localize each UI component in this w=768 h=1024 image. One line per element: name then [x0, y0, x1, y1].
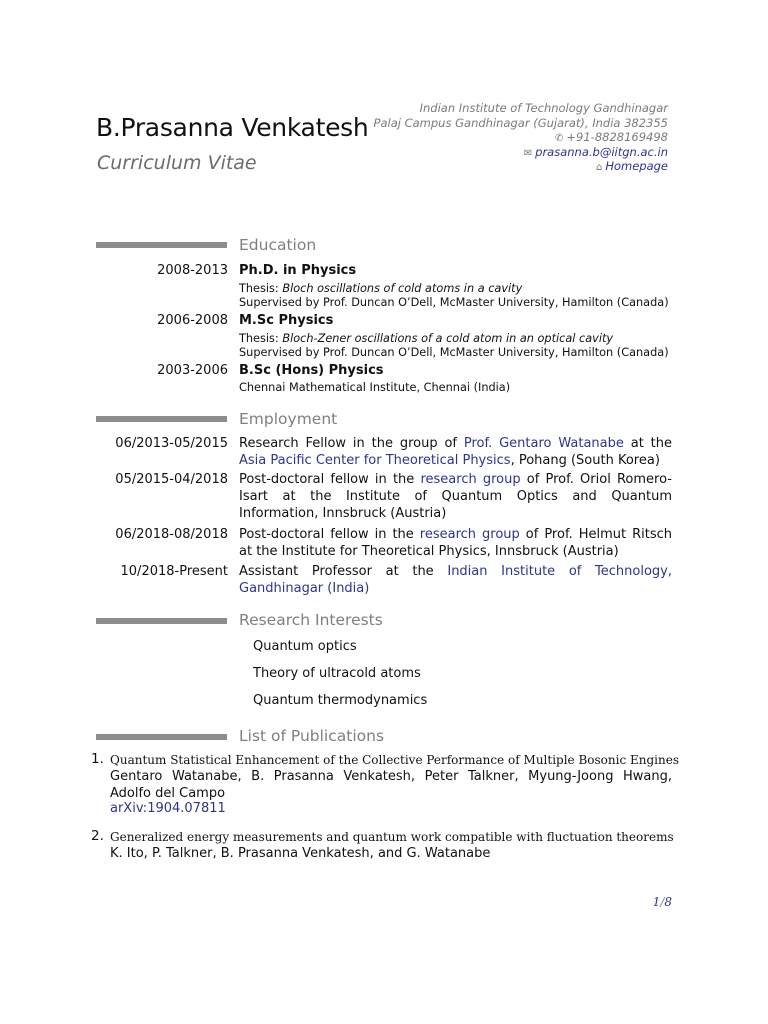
publication-title: Quantum Statistical Enhancement of the Collective Performance of Multiple Bosonic Engines — [110, 753, 679, 767]
education-years: 2003-2006 — [157, 363, 228, 378]
envelope-icon: ✉ — [523, 148, 533, 159]
education-degree: B.Sc (Hons) Physics — [239, 363, 384, 378]
publications-rule — [96, 734, 227, 740]
employment-entry: Post-doctoral fellow in the research group of Prof. Helmut Ritsch at the Institute for Theoretical Physics, Innsbruck (Austria) — [239, 527, 672, 559]
institution-link[interactable]: Asia Pacific Center for Theoretical Physics — [239, 453, 511, 468]
education-supervisor: Supervised by Prof. Duncan O’Dell, McMaster University, Hamilton (Canada) — [239, 296, 669, 309]
research-group-link[interactable]: research group — [420, 472, 521, 487]
institution-link[interactable]: Indian Institute of Technology, Gandhinagar (India) — [239, 564, 672, 596]
employment-entry: Assistant Professor at the Indian Institute of Technology, Gandhinagar (India) — [239, 564, 672, 596]
page-number — [653, 895, 672, 909]
advisor-link[interactable]: Prof. Gentaro Watanabe — [463, 436, 624, 451]
cv-subtitle: Curriculum Vitae — [97, 152, 257, 174]
employment-dates: 05/2015-04/2018 — [115, 472, 228, 487]
education-years: 2006-2008 — [157, 313, 228, 328]
employment-dates: 10/2018-Present — [120, 564, 228, 579]
institute-name: Indian Institute of Technology Gandhinagar — [419, 101, 668, 115]
research-title: Research Interests — [239, 611, 383, 629]
education-thesis: Thesis: Bloch-Zener oscillations of a cold atom in an optical cavity — [239, 332, 614, 345]
cv-name: B.Prasanna Venkatesh — [96, 113, 369, 142]
publications-title: List of Publications — [239, 727, 385, 745]
research-interest-item: Theory of ultracold atoms — [253, 666, 421, 681]
employment-dates: 06/2018-08/2018 — [115, 527, 228, 542]
arxiv-link[interactable]: arXiv:1904.07811 — [110, 801, 226, 816]
phone-icon: ✆ — [555, 133, 564, 144]
phone-line — [555, 130, 668, 146]
research-interest-item: Quantum thermodynamics — [253, 693, 428, 708]
total-pages: 8 — [664, 895, 672, 909]
publication-number: 1. — [91, 751, 104, 767]
education-rule — [96, 242, 227, 248]
employment-entry: Research Fellow in the group of Prof. Gentaro Watanabe at the Asia Pacific Center for Theoretical Physics, Pohang (South Korea) — [239, 436, 672, 468]
research-rule — [96, 618, 227, 624]
education-degree: Ph.D. in Physics — [239, 263, 357, 278]
employment-dates: 06/2013-05/2015 — [115, 436, 228, 451]
education-title: Education — [239, 236, 317, 254]
employment-rule — [96, 416, 227, 422]
education-years: 2008-2013 — [157, 263, 228, 278]
publication-title: Generalized energy measurements and quantum work compatible with fluctuation theorems — [110, 830, 674, 844]
publication-authors: K. Ito, P. Talkner, B. Prasanna Venkatesh, and G. Watanabe — [110, 846, 491, 861]
home-icon: ⌂ — [595, 162, 603, 173]
education-supervisor: Supervised by Prof. Duncan O’Dell, McMaster University, Hamilton (Canada) — [239, 346, 669, 359]
employment-title: Employment — [239, 410, 338, 428]
publication-number: 2. — [91, 828, 104, 844]
email-link[interactable]: prasanna.b@iitgn.ac.in — [535, 145, 668, 159]
education-thesis: Thesis: Bloch oscillations of cold atoms in a cavity — [239, 282, 523, 295]
research-group-link[interactable]: research group — [419, 527, 520, 542]
homepage-line[interactable] — [596, 159, 668, 175]
current-page: 1 — [652, 895, 661, 909]
employment-entry: Post-doctoral fellow in the research group of Prof. Oriol Romero-Isart at the Institute of Quantum Optics and Quantum Information, Innsbruck (Austria) — [239, 472, 672, 521]
homepage-link[interactable]: Homepage — [605, 159, 668, 173]
phone-number: +91-8828169498 — [566, 130, 668, 144]
education-degree: M.Sc Physics — [239, 313, 334, 328]
research-interest-item: Quantum optics — [253, 639, 357, 654]
publication-authors: Gentaro Watanabe, B. Prasanna Venkatesh, Peter Talkner, Myung-Joong Hwang, Adolfo del Campo — [110, 769, 672, 801]
education-institution: Chennai Mathematical Institute, Chennai (India) — [239, 381, 511, 394]
page-separator: / — [660, 895, 665, 909]
institute-address: Palaj Campus Gandhinagar (Gujarat), India 382355 — [373, 116, 668, 130]
